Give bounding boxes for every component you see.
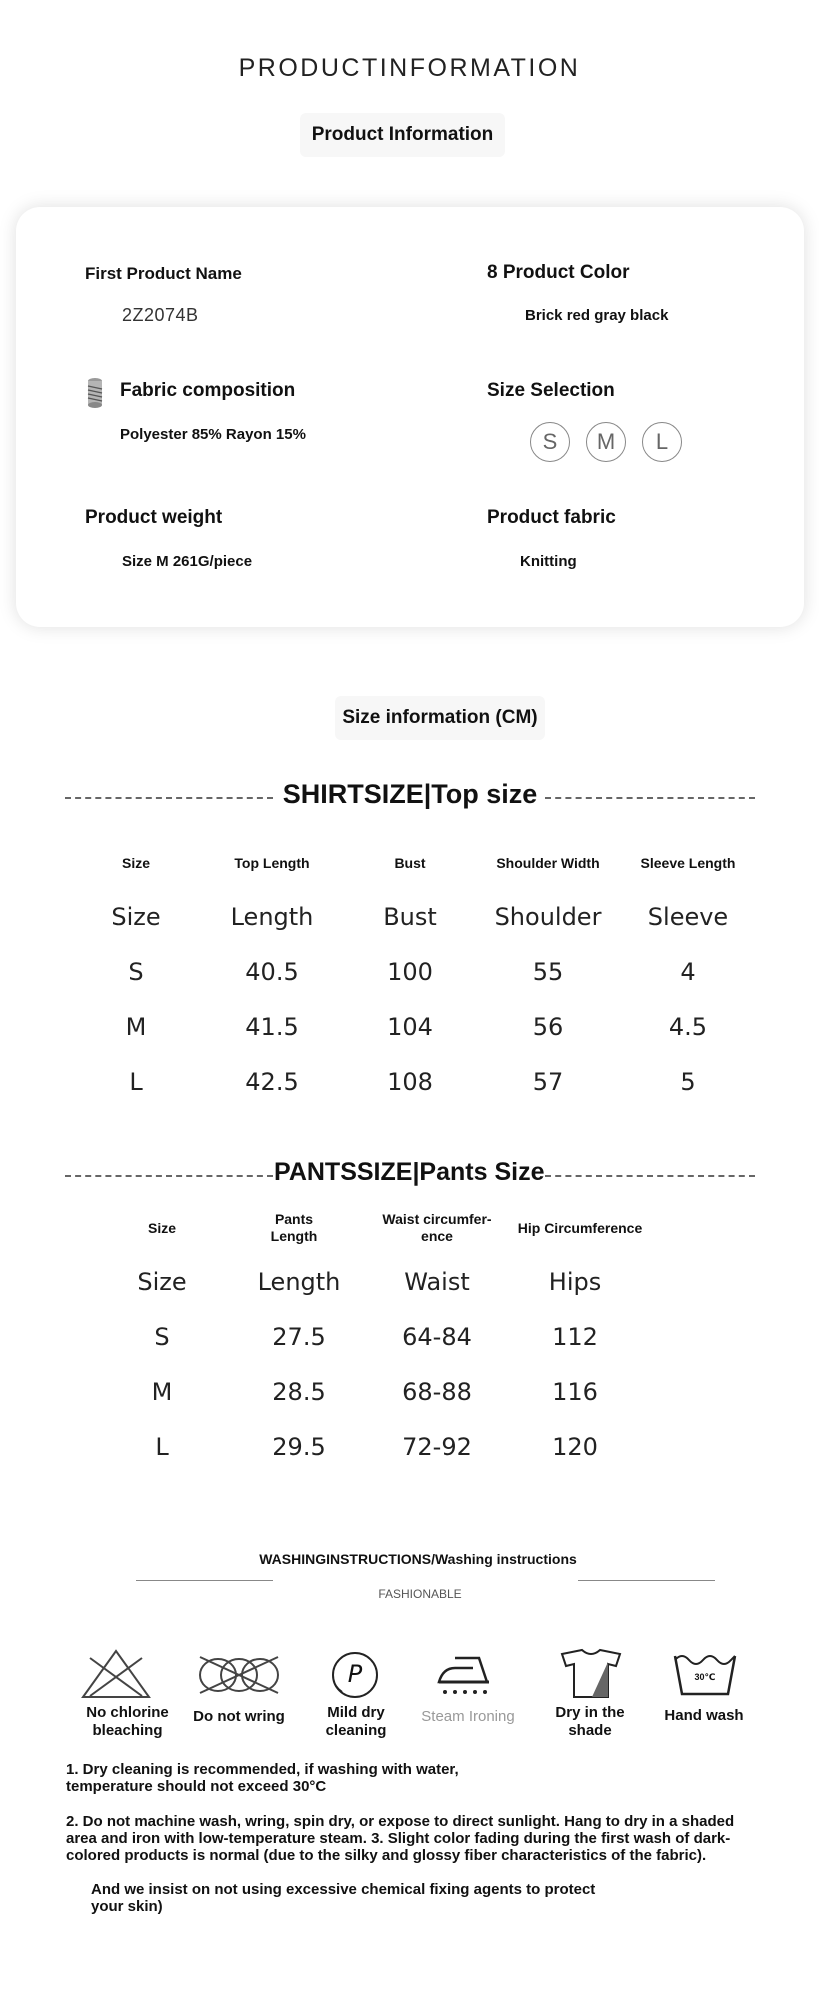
size-option-l[interactable]: L [642,422,682,462]
product-name-label: First Product Name [85,264,242,283]
product-name-value: 2Z2074B [122,305,199,325]
wash-label: Mild dry cleaning [325,1704,387,1739]
fabric-composition-value: Polyester 85% Rayon 15% [120,426,306,443]
table-header: Size [147,1220,176,1236]
steam-iron-icon [433,1652,495,1705]
table-cell: 42.5 [245,1068,299,1096]
care-note: And we insist on not using excessive chemical fixing agents to protect your skin) [91,1881,596,1915]
table-cell: 57 [532,1068,564,1096]
table-cell: Hips [548,1268,602,1296]
table-header: Sleeve Length [640,855,736,871]
size-selection-label: Size Selection [487,380,615,401]
table-cell: Size [111,903,161,931]
shade-dry-icon [558,1648,624,1705]
table-cell: 56 [532,1013,564,1041]
table-header: Top Length [234,855,310,871]
table-cell: 28.5 [272,1378,326,1406]
table-cell: 55 [532,958,564,986]
table-header: Size [121,855,150,871]
page-title: PRODUCTINFORMATION [238,54,581,82]
table-cell: L [155,1433,169,1461]
shirt-size-title: SHIRTSIZE|Top size [282,779,538,809]
table-cell: 29.5 [272,1433,326,1461]
thread-spool-icon [85,377,105,414]
table-cell: 72-92 [402,1433,472,1461]
table-header: Shoulder Width [496,855,600,871]
washing-subtitle: FASHIONABLE [378,1587,462,1601]
table-cell: 120 [552,1433,598,1461]
table-cell: M [125,1013,147,1041]
table-cell: Length [257,1268,341,1296]
table-cell: 104 [387,1013,433,1041]
wash-label: Hand wash [664,1707,744,1724]
page-subtitle: Product Information [300,113,505,157]
divider [545,1175,755,1177]
table-header: Waist circumfer-ence [382,1211,492,1244]
table-cell: 27.5 [272,1323,326,1351]
table-cell: 64-84 [402,1323,472,1351]
care-note: 2. Do not machine wash, wring, spin dry, or expose to direct sunlight. Hang to dry in a shaded area and iron with low-temperature steam. 3. Slight color fading during the first wash of dark-colored products is normal (due to the silky and glossy fiber characteristics of the fabric). [66,1813,735,1864]
divider [65,797,273,799]
table-cell: S [128,958,144,986]
table-header: Hip Circumference [517,1220,643,1236]
table-cell: Size [137,1268,187,1296]
table-header: Bust [394,855,426,871]
wash-label: Steam Ironing [421,1708,515,1725]
dry-clean-symbol: P [347,1660,363,1688]
size-information-title: Size information (CM) [335,696,545,740]
divider [65,1175,273,1177]
table-cell: Length [230,903,314,931]
divider [545,797,755,799]
washing-title: WASHINGINSTRUCTIONS/Washing instructions [259,1551,577,1567]
product-fabric-value: Knitting [520,553,577,570]
table-cell: 116 [552,1378,598,1406]
table-cell: L [129,1068,143,1096]
table-cell: 108 [387,1068,433,1096]
table-cell: M [151,1378,173,1406]
product-color-label: 8 Product Color [487,262,630,283]
table-cell: S [154,1323,170,1351]
table-cell: Sleeve [647,903,729,931]
table-cell: 112 [552,1323,598,1351]
do-not-wring-icon [196,1653,282,1702]
pants-size-title: PANTSSIZE|Pants Size [274,1158,545,1186]
table-cell: Waist [404,1268,470,1296]
table-cell: 5 [680,1068,696,1096]
table-header: Pants Length [270,1211,318,1244]
divider [578,1580,715,1581]
product-weight-value: Size M 261G/piece [122,553,253,570]
no-chlorine-bleach-icon [80,1648,152,1705]
table-cell: 68-88 [402,1378,472,1406]
care-note: 1. Dry cleaning is recommended, if washing with water, temperature should not exceed 30°C [66,1761,459,1795]
wash-label: Dry in the shade [555,1704,625,1739]
table-cell: Shoulder [494,903,602,931]
divider [136,1580,273,1581]
product-fabric-label: Product fabric [487,507,616,528]
wash-label: Do not wring [193,1708,285,1725]
size-option-m[interactable]: M [586,422,626,462]
table-cell: 100 [387,958,433,986]
product-color-value: Brick red gray black [525,307,669,324]
hand-wash-temperature: 30℃ [694,1672,716,1682]
wash-label: No chlorine bleaching [86,1704,169,1739]
table-cell: 40.5 [245,958,299,986]
table-cell: 41.5 [245,1013,299,1041]
table-cell: 4 [680,958,696,986]
fabric-composition-label: Fabric composition [120,380,296,401]
table-cell: 4.5 [668,1013,708,1041]
size-option-s[interactable]: S [530,422,570,462]
product-weight-label: Product weight [85,507,223,528]
table-cell: Bust [383,903,437,931]
